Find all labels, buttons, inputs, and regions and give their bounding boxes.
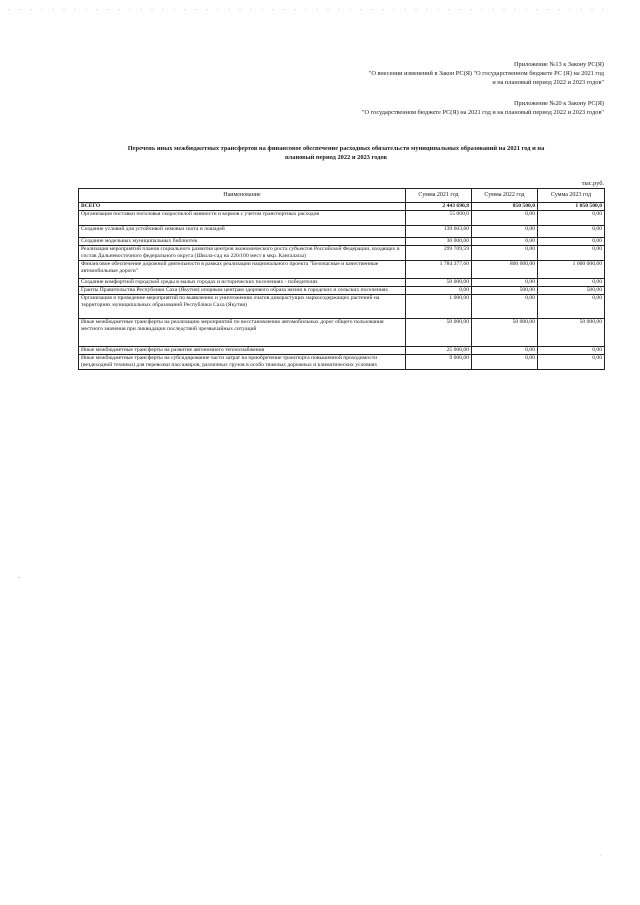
row-sum-2021: 30 000,00 [406,238,472,246]
table-row [79,246,605,261]
row-sum-2022: 850 500,0 [472,203,538,211]
table-row [79,211,605,226]
row-sum-2021: 55 000,0 [406,211,472,226]
column-header-2021: Сумма 2021 год [406,189,472,203]
table-row-total [79,203,605,211]
row-sum-2023: 0,00 [538,246,605,261]
scan-artifact-mark: - [18,575,20,581]
row-sum-2023: 0,00 [538,226,605,238]
row-sum-2023: 500,00 [538,287,605,295]
row-sum-2022: 0,00 [472,238,538,246]
row-sum-2022: 0,00 [472,347,538,355]
row-sum-2021: 1 784 377,60 [406,261,472,279]
row-sum-2022: 0,00 [472,226,538,238]
row-sum-2022: 800 000,00 [472,261,538,279]
row-sum-2021: 50 000,00 [406,319,472,347]
column-header-2022: Сумма 2022 год [472,189,538,203]
table-row [79,355,605,370]
row-sum-2022: 50 000,00 [472,319,538,347]
row-sum-2021: 2 443 690,8 [406,203,472,211]
table-row [79,226,605,238]
row-name: Создание комфортной городской среды в малых городах и исторических поселениях - победителях [79,279,406,287]
row-sum-2022: 0,00 [472,246,538,261]
row-sum-2021: 25 000,00 [406,347,472,355]
row-sum-2021: 299 709,59 [406,246,472,261]
row-name: Организация поставки поголовья скороспелой живности и кормов с учетом транспортных расходов [79,211,406,226]
table-body [79,203,605,370]
document-title-line-2: плановый период 2022 и 2023 годов [284,154,387,161]
row-sum-2022: 0,00 [472,279,538,287]
row-sum-2023: 0,00 [538,355,605,370]
row-name: Иные межбюджетные трансферты на развитие автономного теплоснабжения [79,347,406,355]
row-sum-2023: 1 050 500,0 [538,203,605,211]
row-name: Реализация мероприятий планов социального развития центров экономического роста субъектов Российской Федерации, входящих в состав Дальневосточного федерального округа (Школа-сад на 220/100 мест в мкр. Кангаласы) [79,246,406,261]
column-header-name: Наименование [79,189,406,203]
row-name: Финансовое обеспечение дорожной деятельности в рамках реализации национального проекта "Безопасные и качественные автомобильные дороги" [79,261,406,279]
row-name: Организация и проведение мероприятий по выявлению и уничтожению очагов дикорастущих наркосодержащих растений на территориях муниципальных образований Республики Саха (Якутия) [79,295,406,319]
appendix-13-line-3: и на плановый период 2022 и 2023 годов" [492,79,604,86]
table-row [79,287,605,295]
row-sum-2021: 139 603,60 [406,226,472,238]
transfers-table [78,188,605,370]
appendix-13-line-2: "О внесении изменений в Закон РС(Я) "О государственном бюджете РС (Я) на 2021 год [368,70,604,77]
row-sum-2023: 50 000,00 [538,319,605,347]
row-name: Иные межбюджетные трансферты на субсидирование части затрат на приобретение транспорта повышенной проходимости (вездеходной техники) для перевозки пассажиров, различных грузов в особо тяжелых дорожных и климатических условиях [79,355,406,370]
row-sum-2023: 0,00 [538,211,605,226]
row-sum-2022: 0,00 [472,211,538,226]
appendix-20-header [362,99,604,117]
table-header-row [79,189,605,203]
scan-artifact-mark: · [600,853,602,859]
table-row [79,279,605,287]
appendix-13-header [369,60,604,87]
appendix-13-line-1: Приложение №13 к Закону РС(Я) [514,61,604,68]
row-name: Создание условий для устойчивой зимовки скота и лошадей [79,226,406,238]
row-sum-2021: 0,00 [406,287,472,295]
document-title-line-1: Перечень иных межбюджетных трансфертов на финансовое обеспечение расходных обязательств муниципальных образований на 2021 год и на [127,145,545,152]
row-sum-2021: 9 000,00 [406,355,472,370]
scan-noise-line [8,9,608,10]
row-name: ВСЕГО [79,203,406,211]
row-sum-2023: 0,00 [538,295,605,319]
row-sum-2023: 0,00 [538,347,605,355]
document-title [76,144,596,162]
column-header-2023: Сумма 2023 год [538,189,605,203]
row-sum-2021: 50 000,00 [406,279,472,287]
table-row [79,295,605,319]
unit-label: тыс.руб. [581,180,604,187]
row-sum-2023: 0,00 [538,238,605,246]
row-sum-2022: 500,00 [472,287,538,295]
appendix-20-line-2: "О государственном бюджете РС(Я) на 2021 год и на плановый период 2022 и 2023 годов" [361,109,604,116]
row-sum-2021: 1 000,00 [406,295,472,319]
row-name: Иные межбюджетные трансферты на реализацию мероприятий по восстановлению автомобильных дорог общего пользования местного значения при ликвидации последствий чрезвычайных ситуаций [79,319,406,347]
table-row [79,238,605,246]
row-name: Гранты Правительства Республики Саха (Якутия) опорным центрам здорового образа жизни в городских и сельских поселениях [79,287,406,295]
appendix-20-line-1: Приложение №20 к Закону РС(Я) [514,100,604,107]
table-row [79,347,605,355]
row-sum-2023: 1 000 000,00 [538,261,605,279]
row-sum-2023: 0,00 [538,279,605,287]
row-sum-2022: 0,00 [472,355,538,370]
table-row [79,319,605,347]
row-name: Создание модельных муниципальных библиотек [79,238,406,246]
table-row [79,261,605,279]
row-sum-2022: 0,00 [472,295,538,319]
